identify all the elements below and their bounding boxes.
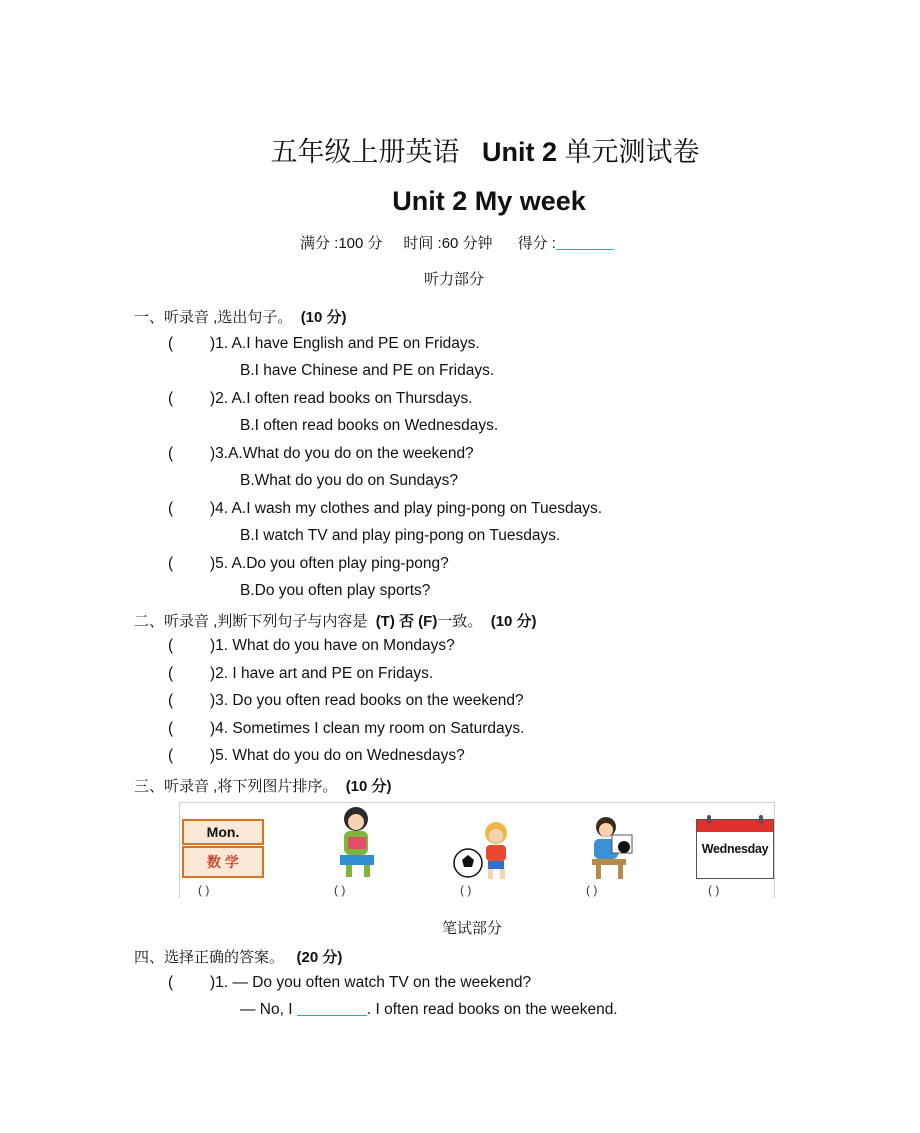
girl-reading-illustration — [330, 805, 386, 881]
section4-points: (20 分) — [296, 949, 343, 966]
s2-q5-text: )5. What do you do on Wednesdays? — [210, 747, 465, 764]
s1-q2-option-b: B.I often read books on Wednesdays. — [240, 417, 499, 434]
math-label: 数 学 — [182, 846, 264, 878]
s1-q3-option-b: B.What do you do on Sundays? — [240, 472, 459, 489]
section1-heading-text: 一、听录音 ,选出句子。 — [134, 309, 293, 326]
s1-q3-option-a: )3.A.What do you do on the weekend? — [210, 445, 474, 462]
pic2-paren[interactable]: ( ) — [334, 883, 346, 897]
s1-q2-option-a: )2. A.I often read books on Thursdays. — [210, 390, 473, 407]
mon-label: Mon. — [182, 819, 264, 845]
s2-q1-text: )1. What do you have on Mondays? — [210, 637, 455, 654]
s1-q4-option-a: )4. A.I wash my clothes and play ping-pong on Tuesdays. — [210, 500, 603, 517]
page-subtitle: Unit 2 My week — [392, 186, 586, 216]
s1-q4-option-b: B.I watch TV and play ping-pong on Tuesdays. — [240, 527, 561, 544]
s2-q4-paren[interactable]: ( — [168, 720, 174, 737]
wednesday-label: Wednesday — [701, 842, 769, 856]
s4-q1-paren[interactable]: ( — [168, 974, 174, 991]
wednesday-calendar — [696, 819, 774, 879]
page-title — [0, 130, 920, 169]
s1-q1-option-b: B.I have Chinese and PE on Fridays. — [240, 362, 495, 379]
s2-q2-paren[interactable]: ( — [168, 665, 174, 682]
s2-q2-text: )2. I have art and PE on Fridays. — [210, 665, 434, 682]
section2-heading: 二、听录音 ,判断下列句子与内容是 (T) 否 (F)一致。 (10 分) — [134, 613, 537, 630]
s2-q5-paren[interactable]: ( — [168, 747, 174, 764]
s4-q1-answer-line: — No, I . I often read books on the weekend. — [240, 1001, 618, 1018]
s1-q3-paren[interactable]: ( — [168, 445, 174, 462]
pic3-paren[interactable]: ( ) — [460, 883, 472, 897]
writing-part-heading: 笔试部分 — [442, 920, 503, 937]
listening-part-heading: 听力部分 — [424, 271, 485, 288]
true-false-marker: (T) 否 (F) — [375, 613, 438, 630]
calendar-ring-right — [759, 815, 763, 824]
boy-football-illustration — [450, 817, 520, 881]
time-limit: 时间 :60 分钟 — [403, 235, 493, 252]
pic5-paren[interactable]: ( ) — [708, 883, 720, 897]
pic4-paren[interactable]: ( ) — [586, 883, 598, 897]
section3-points: (10 分) — [345, 778, 392, 795]
s2-q3-text: )3. Do you often read books on the weekend? — [210, 692, 524, 709]
section2-points: (10 分) — [490, 613, 537, 630]
title-unit: Unit 2 — [481, 137, 557, 167]
monday-math-card — [180, 819, 262, 875]
s4-q1-question: )1. — Do you often watch TV on the weekend? — [210, 974, 532, 991]
score-blank[interactable] — [556, 235, 614, 250]
calendar-ring-left — [707, 815, 711, 824]
section1-heading — [134, 306, 347, 327]
section3-heading: 三、听录音 ,将下列图片排序。 (10 分) — [134, 778, 392, 795]
exam-meta — [300, 232, 614, 253]
title-part1: 五年级上册英语 — [270, 137, 460, 167]
s1-q5-option-a: )5. A.Do you often play ping-pong? — [210, 555, 449, 572]
s1-q4-paren[interactable]: ( — [168, 500, 174, 517]
full-score: 满分 :100 分 — [300, 235, 383, 252]
pic1-paren[interactable]: ( ) — [198, 883, 210, 897]
section4-heading: 四、选择正确的答案。 (20 分) — [134, 949, 343, 966]
s1-q1-option-a: )1. A.I have English and PE on Fridays. — [210, 335, 480, 352]
s2-q3-paren[interactable]: ( — [168, 692, 174, 709]
section1-points: (10 分) — [300, 309, 347, 326]
boy-reading-illustration — [584, 813, 642, 881]
s1-q5-paren[interactable]: ( — [168, 555, 174, 572]
s1-q1-paren[interactable]: ( — [168, 335, 174, 352]
s4-q1-answer-blank[interactable] — [297, 1001, 367, 1016]
s2-q1-paren[interactable]: ( — [168, 637, 174, 654]
s2-q4-text: )4. Sometimes I clean my room on Saturdays. — [210, 720, 525, 737]
s1-q2-paren[interactable]: ( — [168, 390, 174, 407]
s1-q5-option-b: B.Do you often play sports? — [240, 582, 431, 599]
title-part3: 单元测试卷 — [564, 137, 700, 167]
score-label: 得分 : — [517, 235, 556, 252]
picture-strip — [179, 802, 775, 898]
